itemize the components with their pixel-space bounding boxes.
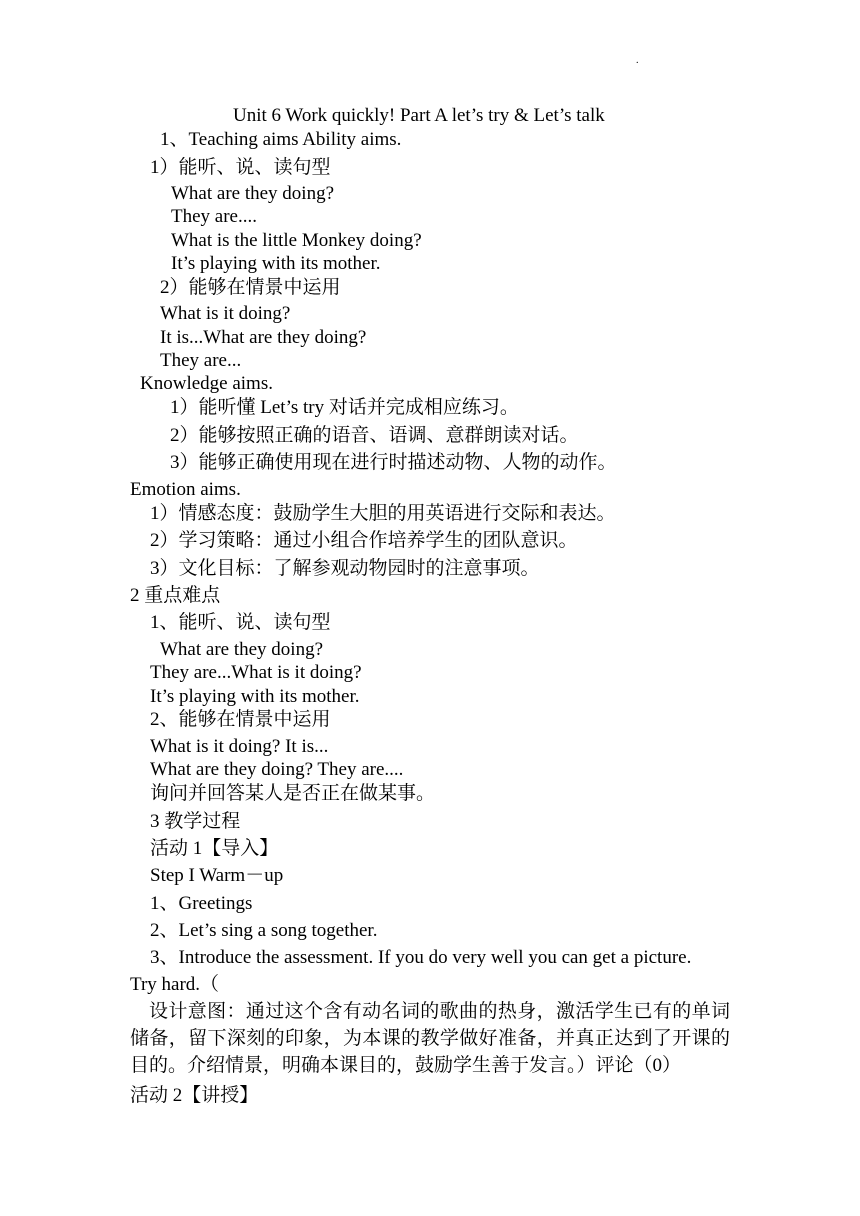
emotion-heading: Emotion aims.: [130, 479, 241, 500]
activity-2-heading: 活动 2【讲授】: [130, 1085, 259, 1106]
knowledge-item-2: 2）能够按照正确的语音、语调、意群朗读对话。: [170, 425, 579, 446]
ability-1-sentence-4: It’s playing with its mother.: [171, 253, 381, 274]
ability-1-sentence-3: What is the little Monkey doing?: [171, 230, 422, 251]
key-1-sentence-3: It’s playing with its mother.: [150, 686, 360, 707]
key-item-1: 1、能听、说、读句型: [150, 612, 331, 633]
ability-1-sentence-1: What are they doing?: [171, 183, 335, 204]
emotion-item-1: 1）情感态度：鼓励学生大胆的用英语进行交际和表达。: [150, 503, 616, 524]
key-1-sentence-2: They are...What is it doing?: [150, 662, 362, 683]
key-item-2: 2、能够在情景中运用: [150, 709, 331, 730]
emotion-item-3: 3）文化目标：了解参观动物园时的注意事项。: [150, 558, 540, 579]
ability-item-2: 2）能够在情景中运用: [160, 277, 341, 298]
step-1-heading: Step I Warm－up: [150, 865, 284, 886]
knowledge-item-1: 1）能听懂 Let’s try 对话并完成相应练习。: [170, 397, 519, 418]
design-intent-paragraph: 设计意图：通过这个含有动名词的歌曲的热身，激活学生已有的单词储备，留下深刻的印象，为本课的教学做好准备，并真正达到了开课的目的。介绍情景，明确本课目的，鼓励学生善于发言。）评论（0）: [130, 1001, 730, 1076]
key-2-sentence-3: 询问并回答某人是否正在做某事。: [150, 783, 436, 804]
key-2-sentence-1: What is it doing? It is...: [150, 736, 329, 757]
knowledge-heading: Knowledge aims.: [140, 373, 273, 394]
key-1-sentence-1: What are they doing?: [160, 639, 324, 660]
key-points-heading: 2 重点难点: [130, 585, 221, 606]
document-title: Unit 6 Work quickly! Part A let’s try & Let’s talk: [233, 105, 605, 126]
corner-mark: .: [636, 55, 639, 66]
process-heading: 3 教学过程: [150, 811, 241, 832]
emotion-item-2: 2）学习策略：通过小组合作培养学生的团队意识。: [150, 530, 578, 551]
knowledge-item-3: 3）能够正确使用现在进行时描述动物、人物的动作。: [170, 452, 617, 473]
key-2-sentence-2: What are they doing? They are....: [150, 759, 404, 780]
ability-2-sentence-2: It is...What are they doing?: [160, 327, 367, 348]
aims-heading: 1、Teaching aims Ability aims.: [160, 129, 402, 150]
ability-1-sentence-2: They are....: [171, 206, 257, 227]
ability-2-sentence-3: They are...: [160, 350, 242, 371]
step-1-item-assessment: 3、Introduce the assessment. If you do very well you can get a picture.: [150, 947, 692, 968]
step-1-item-assessment-continued: Try hard.（: [130, 974, 220, 995]
step-1-item-greetings: 1、Greetings: [150, 893, 253, 914]
ability-2-sentence-1: What is it doing?: [160, 303, 291, 324]
step-1-item-song: 2、Let’s sing a song together.: [150, 920, 378, 941]
ability-item-1: 1）能听、说、读句型: [150, 157, 331, 178]
activity-1-heading: 活动 1【导入】: [150, 838, 279, 859]
